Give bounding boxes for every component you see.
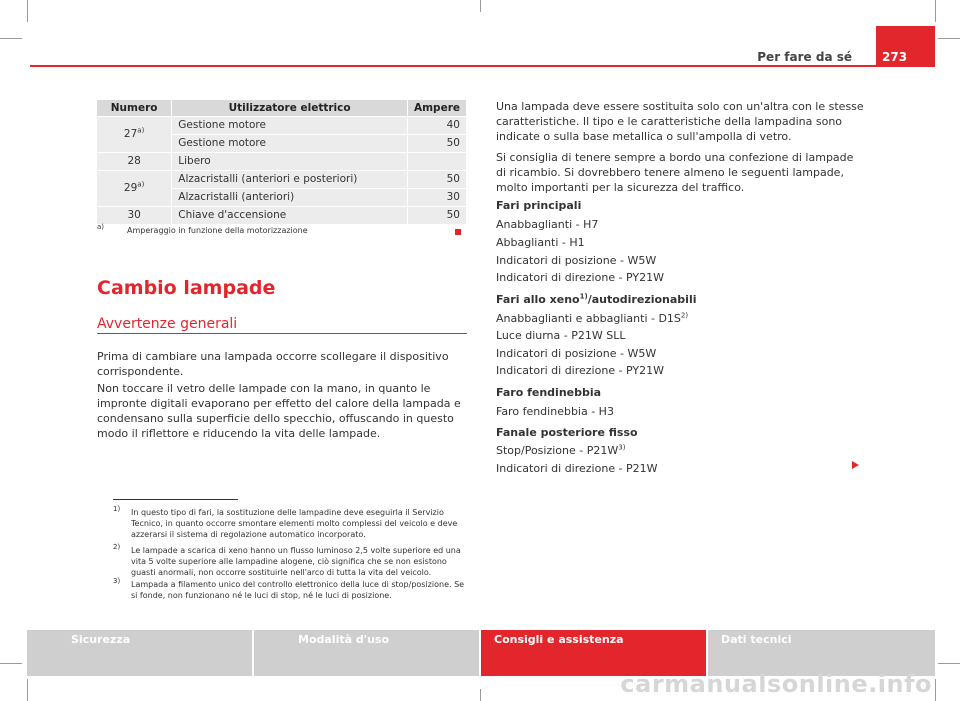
- lamp-item: Indicatori di direzione - PY21W: [496, 364, 665, 377]
- fuse-consumer: Gestione motore: [172, 134, 408, 152]
- lamp-group-title: Faro fendinebbia: [496, 386, 602, 399]
- lamp-item: Luce diurna - P21W SLL: [496, 329, 626, 342]
- fuse-consumer: Chiave d'accensione: [172, 206, 408, 224]
- fuse-ampere: 40: [407, 116, 466, 134]
- lamp-group-title: Fari principali: [496, 199, 582, 212]
- continue-arrow-icon: [852, 461, 859, 469]
- fuse-ampere: 50: [407, 206, 466, 224]
- crop-mark: [938, 663, 960, 664]
- lamp-group-title: Fari allo xeno$^{1)}$/autodirezionabili: [496, 292, 697, 306]
- subsection-title: Avvertenze generali: [97, 316, 238, 332]
- footnote-text: Le lampade a scarica di xeno hanno un flusso luminoso 2,5 volte superiore ed una vita 5 volte superiore alle lampadine alogene, ciò significa che se non esistono guasti anormali, non occorre sostituirle nell'arco di tutta la vita del veicolo.: [131, 546, 461, 577]
- fuse-ampere: 30: [407, 188, 466, 206]
- table-footnote-text: Amperaggio in funzione della motorizzazione: [127, 226, 308, 235]
- watermark: carmanualsonline.info: [620, 670, 932, 698]
- page-number: 273: [882, 50, 908, 64]
- fuse-ampere: 50: [407, 170, 466, 188]
- fuse-number: 28: [97, 152, 172, 170]
- section-title: Cambio lampade: [97, 277, 276, 299]
- footnote-text: In questo tipo di fari, la sostituzione delle lampadine deve eseguirla il Servizio Tecnico, in quanto occorre smontare elementi molto complessi del veicolo e deve azzerarsi il sistema di regolazione automatico incorporato.: [131, 508, 458, 539]
- paragraph: Una lampada deve essere sostituita solo con un'altra con le stesse caratteristiche. Il tipo e le caratteristiche della lampadina sono indicate o sulla base metallica o sull'ampolla di vetro.: [496, 100, 864, 143]
- footnote: [113, 579, 468, 601]
- crop-mark: [938, 38, 960, 39]
- nav-tab-modalita-d-uso[interactable]: Modalità d'uso: [254, 630, 481, 676]
- paragraph: Prima di cambiare una lampada occorre scollegare il dispositivo corrispondente.: [97, 350, 449, 378]
- lamp-item: Indicatori di posizione - W5W: [496, 347, 657, 360]
- crop-mark: [27, 0, 28, 22]
- table-row: [97, 152, 467, 170]
- section-end-marker: [455, 229, 461, 235]
- header-title: Per fare da sé: [757, 50, 852, 64]
- table-header-row: [97, 100, 467, 116]
- lamp-item: Indicatori di direzione - PY21W: [496, 271, 665, 284]
- crop-mark: [935, 0, 936, 22]
- table-row: [97, 170, 467, 188]
- crop-mark: [480, 0, 481, 12]
- fuse-consumer: Alzacristalli (anteriori): [172, 188, 408, 206]
- nav-tab-consigli-e-assistenza[interactable]: Consigli e assistenza: [481, 630, 708, 676]
- nav-tab-sicurezza[interactable]: Sicurezza: [27, 630, 254, 676]
- crop-mark: [27, 679, 28, 701]
- header-rule: [30, 65, 935, 67]
- fuse-consumer: Alzacristalli (anteriori e posteriori): [172, 170, 408, 188]
- crop-mark: [480, 689, 481, 701]
- crop-mark: [935, 679, 936, 701]
- page-number-tab: [876, 26, 935, 66]
- footnote-marker: 1): [113, 505, 121, 513]
- nav-tab-dati-tecnici[interactable]: Dati tecnici: [708, 630, 935, 676]
- subsection-rule: [97, 333, 467, 334]
- footnote-rule: [113, 499, 238, 500]
- footnote-text: Lampada a filamento unico del controllo elettronico della luce di stop/posizione. Se si fonde, non funzionano né le luci di stop, né le luci di posizione.: [131, 580, 465, 600]
- fuse-ampere: [407, 152, 466, 170]
- fuse-table: [97, 100, 467, 224]
- lamp-item: Indicatori di direzione - P21W: [496, 462, 658, 475]
- footnote-marker: 3): [113, 577, 121, 585]
- lamp-item: Stop/Posizione - $P21W^{3)}$: [496, 443, 626, 457]
- fuse-ampere: 50: [407, 134, 466, 152]
- paragraph: Si consiglia di tenere sempre a bordo una confezione di lampade di ricambio. Si dovrebbero tenere almeno le seguenti lampade, molto importanti per la sicurezza del traffico.: [496, 151, 854, 194]
- column-header-number: Numero: [97, 100, 172, 116]
- column-header-consumer: Utilizzatore elettrico: [172, 100, 408, 116]
- lamp-item: Indicatori di posizione - W5W: [496, 254, 657, 267]
- crop-mark: [0, 38, 22, 39]
- fuse-number: 30: [97, 206, 172, 224]
- table-footnote-marker: a): [97, 223, 105, 231]
- fuse-number: 29$^{a)}$: [97, 170, 172, 206]
- column-header-ampere: Ampere: [407, 100, 466, 116]
- fuse-consumer: Libero: [172, 152, 408, 170]
- lamp-item: Faro fendinebbia - H3: [496, 405, 614, 418]
- lamp-item: Anabbaglianti - H7: [496, 218, 599, 231]
- lamp-item: Anabbaglianti e abbaglianti - $D1S^{2)}$: [496, 311, 689, 325]
- paragraph: Non toccare il vetro delle lampade con la mano, in quanto le impronte digitali evaporano per effetto del calore della lampada e condensano sulla superficie dello specchio, offuscando in questo modo il riflettore e riducendo la vita delle lampade.: [97, 382, 461, 440]
- crop-mark: [0, 663, 22, 664]
- lamp-item: Abbaglianti - H1: [496, 236, 585, 249]
- table-row: [97, 206, 467, 224]
- lamp-group-title: Fanale posteriore fisso: [496, 426, 638, 439]
- footnote-marker: 2): [113, 543, 121, 551]
- fuse-number: 27$^{a)}$: [97, 116, 172, 152]
- footnote: [113, 545, 468, 578]
- fuse-consumer: Gestione motore: [172, 116, 408, 134]
- footnote: [113, 507, 468, 540]
- table-row: [97, 116, 467, 134]
